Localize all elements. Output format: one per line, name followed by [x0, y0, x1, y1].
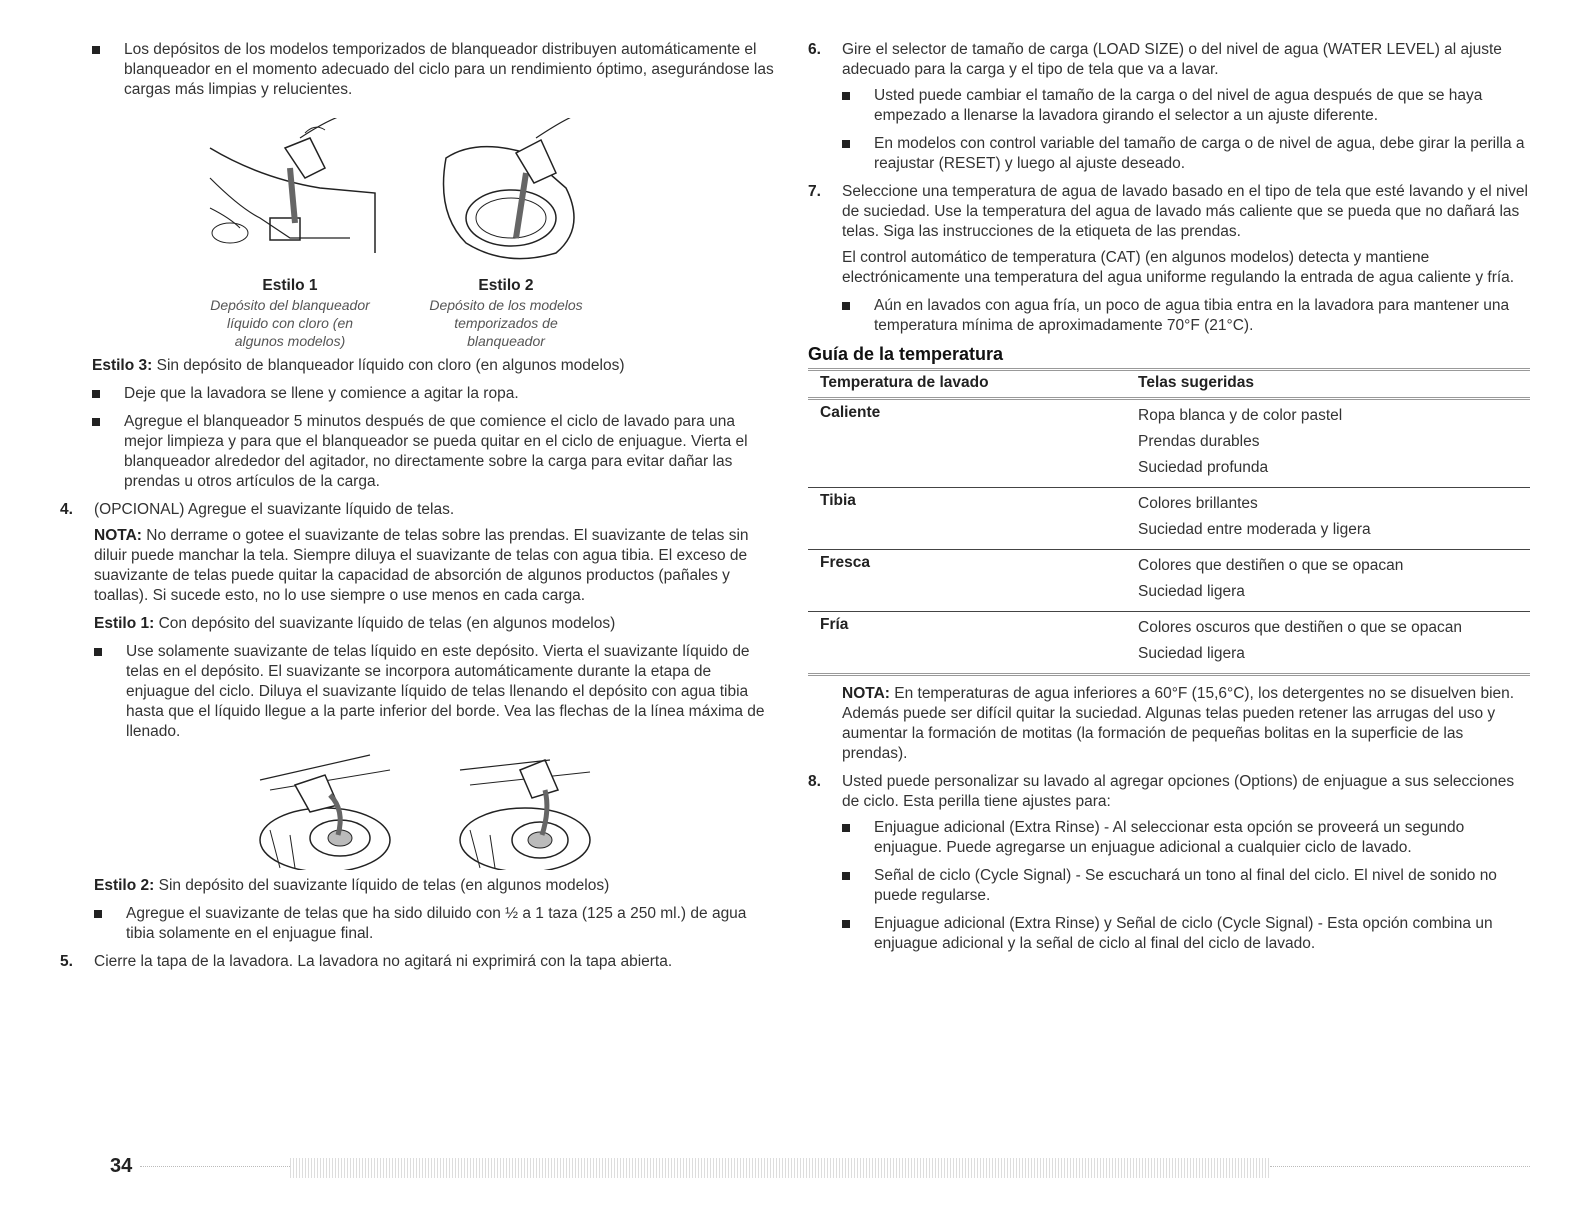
list-item — [842, 818, 1530, 858]
softener-illustrations — [250, 750, 775, 870]
list-item — [92, 384, 775, 404]
bullet-text: Agregue el suavizante de telas que ha sido diluido con ½ a 1 taza (125 a 250 ml.) de agua tibia solamente en el enjuague final. — [126, 905, 747, 942]
fabric-item: Suciedad profunda — [1138, 459, 1269, 476]
step-text: Gire el selector de tamaño de carga (LOAD SIZE) o del nivel de agua (WATER LEVEL) al ajuste adecuado para la carga y el tipo de tela que va a lavar. — [842, 41, 1502, 78]
step-number: 7. — [808, 183, 821, 200]
step-text: (OPCIONAL) Agregue el suavizante líquido de telas. — [94, 501, 455, 518]
table-row — [808, 399, 1530, 488]
list-item — [842, 86, 1530, 126]
left-column — [60, 40, 775, 978]
bullet-icon — [842, 140, 850, 148]
step-number: 4. — [60, 501, 73, 518]
step-7 — [808, 182, 1530, 242]
bleach-dispenser-illustration — [200, 118, 380, 268]
table-row — [808, 488, 1530, 550]
bullet-text: En modelos con control variable del tamaño de carga o de nivel de agua, debe girar la perilla a reajustar (RESET) y luego al ajuste deseado. — [874, 135, 1525, 172]
nota-label: NOTA: — [94, 527, 142, 544]
temperature-cell: Caliente — [820, 404, 881, 421]
bullet-icon — [842, 872, 850, 880]
section-heading: Guía de la temperatura — [808, 344, 1004, 364]
list-item — [842, 914, 1530, 954]
fabric-item: Suciedad ligera — [1138, 645, 1245, 662]
list-item — [842, 296, 1530, 336]
figure-caption: Depósito del blanqueador líquido con cloro (en algunos modelos) — [210, 297, 370, 349]
bullet-text: Agregue el blanqueador 5 minutos después de que comience el ciclo de lavado para una mejor limpieza y para que el blanqueador se pueda quitar en el ciclo de enjuague. Vierta el blanqueador alrededor del agitador, no directamente sobre la carga para evitar dañar las prendas u otros artículos de la carga. — [124, 413, 748, 490]
table-row — [808, 612, 1530, 675]
page-number: 34 — [110, 1155, 133, 1177]
style2-text: Sin depósito del suavizante líquido de telas (en algunos modelos) — [154, 877, 610, 894]
fabric-item: Colores brillantes — [1138, 495, 1258, 512]
list-item — [842, 866, 1530, 906]
fabric-item: Ropa blanca y de color pastel — [1138, 407, 1343, 424]
temperature-cell: Tibia — [820, 492, 856, 509]
style3-label: Estilo 3: — [92, 357, 153, 374]
step-text: Usted puede personalizar su lavado al agregar opciones (Options) de enjuague a sus selecciones de ciclo. Esta perilla tiene ajustes para: — [842, 773, 1515, 810]
nota-paragraph — [94, 526, 775, 606]
fabrics-cell — [1126, 488, 1530, 550]
bullet-icon — [94, 910, 102, 918]
footer-decorative-bar — [290, 1158, 1270, 1178]
step-number: 6. — [808, 41, 821, 58]
fabric-item: Colores oscuros que destiñen o que se opacan — [1138, 619, 1462, 636]
figure-title: Estilo 1 — [262, 277, 318, 294]
step-8 — [808, 772, 1530, 812]
bullet-icon — [842, 920, 850, 928]
nota-text: No derrame o gotee el suavizante de telas sobre las prendas. El suavizante de telas sin diluir puede manchar la tela. Siempre diluya el suavizante de telas con agua tibia. El exceso de suavizante de telas puede quitar la capacidad de absorción de algunos productos (pañales y toallas). Si sucede esto, no lo use siempre o use menos en cada carga. — [94, 527, 749, 604]
nota-text: En temperaturas de agua inferiores a 60°F (15,6°C), los detergentes no se disuelven bien. Además puede ser difícil quitar la suciedad. Algunas telas pueden retener las arrugas del uso y aumentar la formación de motitas (la formación de pequeñas bolitas en la superficie de las prendas). — [842, 685, 1515, 762]
timed-bleach-dispenser-illustration — [416, 118, 596, 268]
figure-caption: Depósito de los modelos temporizados de blanqueador — [429, 297, 583, 349]
list-item — [92, 412, 775, 492]
softener-no-dispenser-illustration — [450, 750, 600, 870]
footer-dotted-rule — [1270, 1166, 1530, 1169]
softener-dispenser-illustration — [250, 750, 400, 870]
fabric-item: Suciedad ligera — [1138, 583, 1245, 600]
fabric-item: Prendas durables — [1138, 433, 1260, 450]
figure-style-2 — [416, 118, 596, 350]
fabric-item: Suciedad entre moderada y ligera — [1138, 521, 1371, 538]
fabrics-cell — [1126, 612, 1530, 675]
bullet-icon — [842, 302, 850, 310]
bullet-text: Aún en lavados con agua fría, un poco de agua tibia entra en la lavadora para mantener una temperatura mínima de aproximadamente 70°F (21°C). — [874, 297, 1510, 334]
step-5 — [60, 952, 775, 972]
list-item — [94, 642, 775, 742]
step-number: 5. — [60, 953, 73, 970]
figure-style-1 — [200, 118, 380, 350]
bullet-text: Use solamente suavizante de telas líquido en este depósito. Vierta el suavizante líquido de telas en el depósito. El suavizante se incorpora automáticamente durante la etapa de enjuague del ciclo. Diluya el suavizante líquido de telas llenando el depósito con agua tibia hasta que el líquido llegue a la parte inferior del borde. Vea las flechas de la línea máxima de llenado. — [126, 643, 765, 740]
nota-paragraph — [842, 684, 1530, 764]
style3-paragraph — [92, 356, 775, 376]
nota-label: NOTA: — [842, 685, 890, 702]
step-6 — [808, 40, 1530, 80]
style2-paragraph — [94, 876, 775, 896]
list-item — [92, 40, 775, 100]
bullet-icon — [92, 418, 100, 426]
style3-text: Sin depósito de blanqueador líquido con cloro (en algunos modelos) — [152, 357, 625, 374]
temperature-cell: Fresca — [820, 554, 870, 571]
style1-label: Estilo 1: — [94, 615, 155, 632]
column-header: Telas sugeridas — [1138, 374, 1255, 391]
bullet-icon — [94, 648, 102, 656]
footer-dotted-rule — [140, 1166, 290, 1169]
list-item — [94, 904, 775, 944]
list-item — [842, 134, 1530, 174]
table-header-row — [808, 370, 1530, 399]
bullet-icon — [92, 46, 100, 54]
bullet-icon — [92, 390, 100, 398]
right-column — [808, 40, 1530, 962]
step-text: Cierre la tapa de la lavadora. La lavadora no agitará ni exprimirá con la tapa abierta. — [94, 953, 673, 970]
fabrics-cell — [1126, 399, 1530, 488]
step-4 — [60, 500, 775, 520]
bullet-text: Enjuague adicional (Extra Rinse) y Señal de ciclo (Cycle Signal) - Esta opción combina un enjuague adicional y la señal de ciclo al final del ciclo de lavado. — [874, 915, 1493, 952]
bullet-text: Señal de ciclo (Cycle Signal) - Se escuchará un tono al final del ciclo. El nivel de sonido no puede regularse. — [874, 867, 1497, 904]
column-header: Temperatura de lavado — [820, 374, 989, 391]
fabrics-cell — [1126, 550, 1530, 612]
bleach-illustrations — [200, 118, 775, 350]
table-row — [808, 550, 1530, 612]
step-number: 8. — [808, 773, 821, 790]
step-text: Seleccione una temperatura de agua de lavado basado en el tipo de tela que esté lavando y el nivel de suciedad. Use la temperatura del agua de lavado más caliente que se pueda que no dañará las telas. Siga las instrucciones de la etiqueta de las prendas. — [842, 183, 1528, 240]
figure-title: Estilo 2 — [478, 277, 534, 294]
style1-text: Con depósito del suavizante líquido de telas (en algunos modelos) — [154, 615, 616, 632]
bullet-text: Los depósitos de los modelos temporizados de blanqueador distribuyen automáticamente el blanqueador en el momento adecuado del ciclo para un rendimiento óptimo, asegurándose las cargas más limpias y relucientes. — [124, 41, 774, 98]
bullet-text: Deje que la lavadora se llene y comience a agitar la ropa. — [124, 385, 519, 402]
bullet-text: Usted puede cambiar el tamaño de la carga o del nivel de agua después de que se haya empezado a llenarse la lavadora girando el selector a un ajuste diferente. — [874, 87, 1483, 124]
bullet-text: Enjuague adicional (Extra Rinse) - Al seleccionar esta opción se proveerá un segundo enjuague. Puede agregarse un enjuague adicional a cualquier ciclo de lavado. — [874, 819, 1465, 856]
temperature-cell: Fría — [820, 616, 849, 633]
style1-paragraph — [94, 614, 775, 634]
page-footer — [60, 1150, 1490, 1186]
cat-paragraph: El control automático de temperatura (CAT) (en algunos modelos) detecta y mantiene electrónicamente una temperatura del agua uniforme regulando la entrada de agua caliente y fría. — [842, 249, 1515, 286]
fabric-item: Colores que destiñen o que se opacan — [1138, 557, 1404, 574]
bullet-icon — [842, 824, 850, 832]
temperature-guide-table — [808, 368, 1530, 676]
style2-label: Estilo 2: — [94, 877, 155, 894]
bullet-icon — [842, 92, 850, 100]
